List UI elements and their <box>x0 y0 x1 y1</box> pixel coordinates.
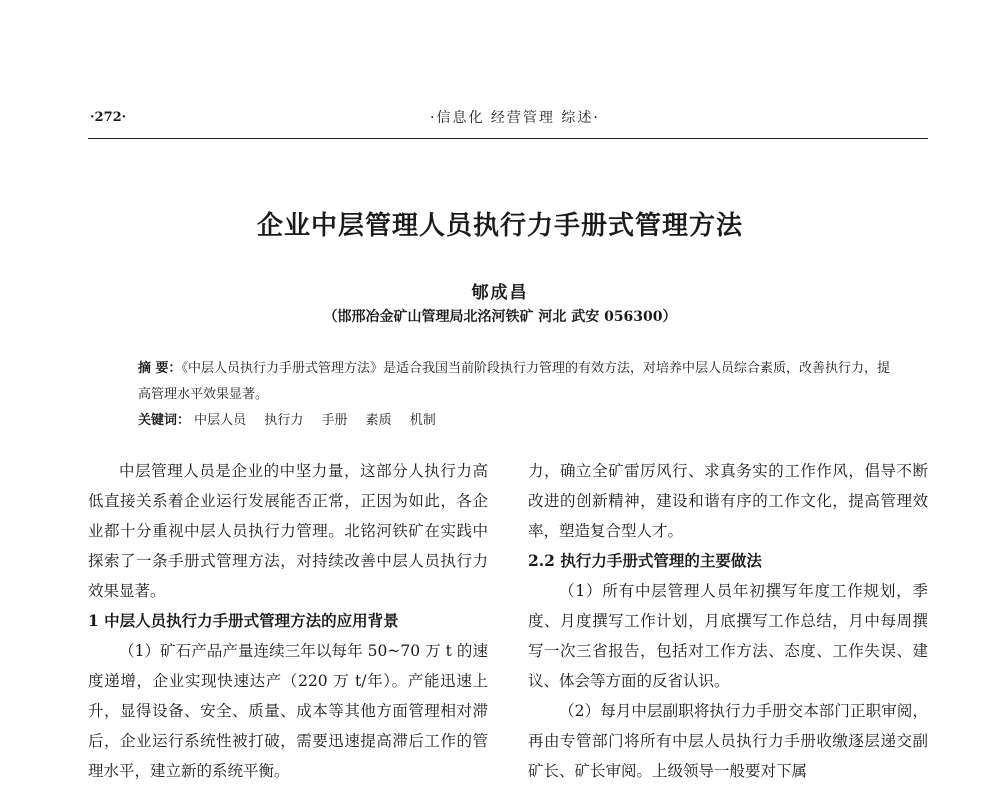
body-paragraph: （1）所有中层管理人员年初撰写年度工作规划，季度、月度撰写工作计划，月底撰写工作总结，月中每周撰写一次三省报告，包括对工作方法、态度、工作失误、建议、体会等方面的反省认识。 <box>528 582 928 690</box>
keyword: 手册 <box>321 413 348 428</box>
right-column <box>528 456 928 786</box>
keywords-label: 关键词： <box>138 413 191 428</box>
body-paragraph: 力，确立全矿雷厉风行、求真务实的工作作风，倡导不断改进的创新精神，建设和谐有序的工作文化，提高管理效率，塑造复合型人才。 <box>528 462 928 540</box>
body-paragraph: （2）每月中层副职将执行力手册交本部门正职审阅，再由专管部门将所有中层人员执行力手册收缴逐层递交副矿长、矿长审阅。上级领导一般要对下属 <box>528 702 928 780</box>
abstract <box>138 356 898 408</box>
abstract-text: 《中层人员执行力手册式管理方法》是适合我国当前阶段执行力管理的有效方法，对培养中层人员综合素质，改善执行力，提高管理水平效果显著。 <box>138 361 891 402</box>
keywords <box>138 408 898 434</box>
keyword: 执行力 <box>264 413 304 428</box>
author-affiliation: （邯邢冶金矿山管理局北洺河铁矿 河北 武安 056300） <box>323 309 677 325</box>
abstract-label: 摘 要： <box>138 361 182 376</box>
keyword: 机制 <box>409 413 436 428</box>
paper-title: 企业中层管理人员执行力手册式管理方法 <box>256 211 743 241</box>
author-name: 郇成昌 <box>471 283 529 303</box>
header-rule <box>88 138 928 139</box>
keyword: 素质 <box>365 413 392 428</box>
section-heading: 1 中层人员执行力手册式管理方法的应用背景 <box>88 611 399 630</box>
body-paragraph: 中层管理人员是企业的中坚力量，这部分人执行力高低直接关系着企业运行发展能否正常，正因为如此，各企业都十分重视中层人员执行力管理。北铭河铁矿在实践中探索了一条手册式管理方法，对持续改善中层人员执行力效果显著。 <box>88 462 488 600</box>
page-number: ·272· <box>90 110 127 125</box>
keyword: 中层人员 <box>194 413 247 428</box>
running-head: ·信息化 经营管理 综述· <box>430 110 600 126</box>
body-paragraph: （1）矿石产品产量连续三年以每年 50~70 万 t 的速度递增，企业实现快速达产（220 万 t/年）。产能迅速上升，显得设备、安全、质量、成本等其他方面管理相对滞后，企业运行系统性被打破，需要迅速提高滞后工作的管理水平，建立新的系统平衡。 <box>88 642 488 780</box>
section-heading: 2.2 执行力手册式管理的主要做法 <box>528 551 762 570</box>
left-column <box>88 456 488 786</box>
